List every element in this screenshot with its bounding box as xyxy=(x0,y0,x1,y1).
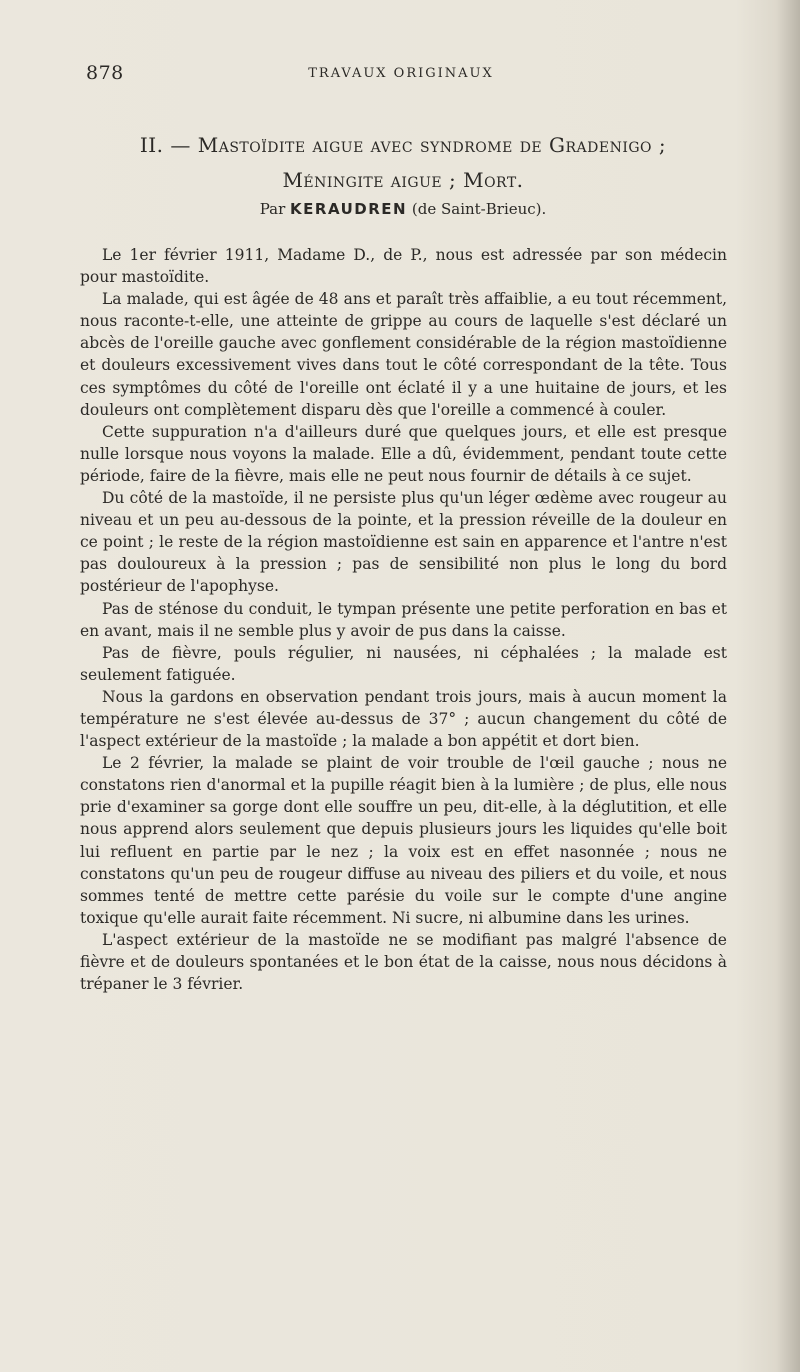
paragraph: Nous la gardons en observation pendant trois jours, mais à aucun moment la température ne s'est élevée au-dessus de 37° ; aucun changement du côté de l'aspect extérieur de la mastoïde ; la malade a bon appétit et dort bien. xyxy=(80,687,727,751)
paragraph: Le 2 février, la malade se plaint de voir trouble de l'œil gauche ; nous ne constatons rien d'anormal et la pupille réagit bien à la lumière ; de plus, elle nous prie d'examiner sa gorge dont elle souffre un peu, dit-elle, à la déglutition, et elle nous apprend alors seulement que depuis plusieurs jours les liquides qu'elle boit lui refluent en partie par le nez ; la voix est en effet nasonnée ; nous ne constatons qu'un peu de rougeur diffuse au niveau des piliers et du voile, et nous sommes tenté de mettre cette parésie du voile sur le compte d'une angine toxique qu'elle aurait faite récemment. Ni sucre, ni albumine dans les urines. xyxy=(80,754,727,927)
article-title-line-2: Méningite aigue ; Mort. xyxy=(282,168,524,192)
paragraph: Pas de sténose du conduit, le tympan présente une petite perforation en bas et en avant, mais il ne semble plus y avoir de pus dans la caisse. xyxy=(80,599,727,640)
byline xyxy=(78,200,728,218)
author-affiliation: (de Saint-Brieuc). xyxy=(411,200,547,218)
paragraph: L'aspect extérieur de la mastoïde ne se modifiant pas malgré l'absence de fièvre et de douleurs spontanées et le bon état de la caisse, nous nous décidons à trépaner le 3 février. xyxy=(80,930,727,994)
paragraph: Pas de fièvre, pouls régulier, ni nausées, ni céphalées ; la malade est seulement fatiguée. xyxy=(80,643,727,684)
page-number: 878 xyxy=(86,62,124,84)
running-title: TRAVAUX ORIGINAUX xyxy=(308,66,494,81)
author-name: KERAUDREN xyxy=(290,200,408,218)
paragraph: Cette suppuration n'a d'ailleurs duré que quelques jours, et elle est presque nulle lorsque nous voyons la malade. Elle a dû, évidemment, pendant toute cette période, faire de la fièvre, mais elle ne peut nous fournir de détails à ce sujet. xyxy=(80,422,727,485)
byline-prefix: Par xyxy=(259,200,286,218)
paragraph: Du côté de la mastoïde, il ne persiste plus qu'un léger œdème avec rougeur au niveau et un peu au-dessous de la pointe, et la pression réveille de la douleur en ce point ; le reste de la région mastoïdienne est sain en apparence et l'antre n'est pas douloureux à la pression ; pas de sensibilité non plus le long du bord postérieur de l'apophyse. xyxy=(80,489,727,596)
article-body xyxy=(80,244,727,995)
paragraph: La malade, qui est âgée de 48 ans et paraît très affaiblie, a eu tout récemment, nous raconte-t-elle, une atteinte de grippe au cours de laquelle s'est déclaré un abcès de l'oreille gauche avec gonflement considérable de la région mastoïdienne et douleurs excessivement vives dans tout le côté correspondant de la tête. Tous ces symptômes du côté de l'oreille ont éclaté il y a une huitaine de jours, et les douleurs ont complètement disparu dès que l'oreille a commencé à couler. xyxy=(80,290,727,419)
article-title xyxy=(78,128,728,198)
paragraph: Le 1er février 1911, Madame D., de P., nous est adressée par son médecin pour mastoïdite. xyxy=(80,246,727,287)
running-header xyxy=(86,62,716,86)
article-title-line-1: II. — Mastoïdite aigue avec syndrome de Gradenigo ; xyxy=(139,133,667,157)
